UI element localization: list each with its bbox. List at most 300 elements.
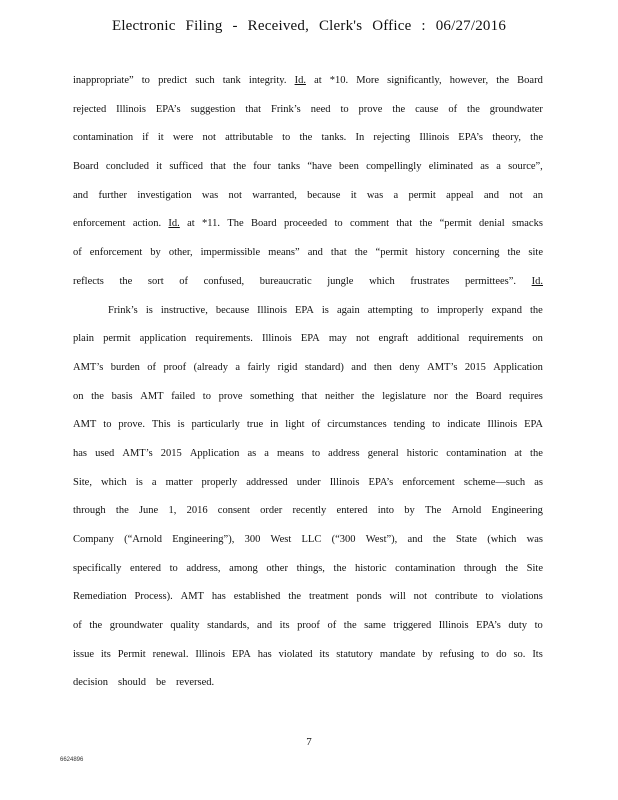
word: used <box>95 447 115 459</box>
word: violated <box>278 648 313 660</box>
word: true <box>246 419 264 431</box>
word: comment <box>349 218 390 230</box>
word: rigid <box>277 361 298 373</box>
word: history <box>415 247 445 259</box>
word: scheme—such <box>463 476 526 488</box>
word: In <box>355 132 365 144</box>
text-line <box>73 354 543 383</box>
word: recently <box>292 505 327 517</box>
word: failed <box>171 390 196 402</box>
word: been <box>339 161 359 173</box>
word: deny <box>399 361 420 373</box>
word: the <box>343 620 357 632</box>
word: to <box>420 304 429 316</box>
word: the <box>530 447 543 459</box>
word: groundwater <box>109 620 163 632</box>
word: Site, <box>73 476 92 488</box>
word: so. <box>513 648 526 660</box>
word: of <box>179 275 189 287</box>
word: it <box>350 189 357 201</box>
word: improperly <box>436 304 484 316</box>
word: the <box>288 591 302 603</box>
word: to <box>485 591 494 603</box>
word: tank <box>222 75 241 86</box>
word: “permit <box>439 218 472 230</box>
word: be <box>156 677 166 689</box>
word: AMT <box>180 591 204 603</box>
word: and <box>307 247 323 259</box>
word: EPA’s <box>155 103 181 115</box>
word: site <box>528 247 543 259</box>
word: to <box>282 132 291 144</box>
word: should <box>118 677 147 689</box>
word: not <box>202 132 216 144</box>
word: Application <box>189 447 240 459</box>
word: permit <box>103 333 131 345</box>
word: prove <box>218 390 243 402</box>
word: the <box>361 390 375 402</box>
word: 300 <box>244 534 261 545</box>
word: concluded <box>105 161 150 173</box>
word: *10. <box>329 75 349 86</box>
word: source”, <box>508 161 543 173</box>
word: a <box>264 447 269 459</box>
word: order <box>260 505 283 517</box>
word: Its <box>532 648 543 660</box>
text-line <box>73 268 543 297</box>
word: Illinois <box>438 620 469 632</box>
word: Illinois <box>257 304 287 316</box>
word: Engineering”), <box>172 534 235 545</box>
word: something <box>250 390 294 402</box>
word: instructive, <box>160 304 208 316</box>
word: State <box>455 534 477 545</box>
word: Illinois <box>487 419 518 431</box>
text-line <box>73 555 543 584</box>
word: in <box>270 419 279 431</box>
word: EPA’s <box>458 132 484 144</box>
word: as <box>480 161 489 173</box>
word: violations <box>501 591 543 603</box>
word: Company <box>73 534 114 545</box>
word: Process). <box>134 591 173 603</box>
word: the <box>467 103 480 115</box>
word: that <box>396 218 413 230</box>
word: EPA <box>524 419 543 431</box>
word: duty <box>508 620 528 632</box>
word: jungle <box>327 275 354 287</box>
word: was <box>201 189 219 201</box>
text-line <box>73 210 543 239</box>
word: of <box>311 419 321 431</box>
word: was <box>366 189 384 201</box>
word: Frink’s <box>271 103 301 115</box>
word: Board <box>251 218 277 230</box>
word: other <box>266 562 288 574</box>
word: entered <box>130 562 161 574</box>
word: same <box>364 620 386 632</box>
word: significantly, <box>387 75 442 86</box>
word: appeal <box>446 189 474 201</box>
word: to <box>340 103 349 115</box>
word: standards, <box>207 620 250 632</box>
word: Board <box>517 75 543 86</box>
word: expand <box>491 304 522 316</box>
word: things, <box>296 562 325 574</box>
word: through <box>463 562 497 574</box>
word: statutory <box>336 648 373 660</box>
word: the <box>299 132 313 144</box>
word: a <box>496 161 501 173</box>
word: LLC <box>301 534 322 545</box>
word: 2015 <box>464 361 486 373</box>
word: the <box>91 390 104 402</box>
word: that <box>210 161 226 173</box>
word: requires <box>509 390 543 402</box>
word: to <box>202 390 211 402</box>
word: the <box>530 304 543 316</box>
word: *11. <box>202 218 221 230</box>
word: Permit <box>117 648 146 660</box>
word: attributable <box>225 132 273 144</box>
word: has <box>73 447 87 459</box>
word: is <box>135 476 143 488</box>
word: smacks <box>512 218 543 230</box>
word: Id. <box>531 275 543 287</box>
word: of <box>73 247 82 259</box>
word: to <box>169 562 178 574</box>
word: has <box>257 648 272 660</box>
word: address <box>328 447 360 459</box>
word: Id. <box>294 75 306 86</box>
word: the <box>530 132 543 144</box>
word: fairly <box>247 361 271 373</box>
word: the <box>419 218 433 230</box>
text-line <box>73 96 543 125</box>
word: and <box>256 620 273 632</box>
word: the <box>333 562 347 574</box>
word: historic <box>355 562 387 574</box>
word: Arnold <box>451 505 482 517</box>
word: proceeded <box>284 218 328 230</box>
word: neither <box>324 390 355 402</box>
word: that <box>245 103 262 115</box>
text-line <box>73 383 543 412</box>
word: burden <box>110 361 140 373</box>
word: Board <box>73 161 99 173</box>
word: of <box>448 103 458 115</box>
word: of <box>327 620 337 632</box>
word: other, <box>168 247 193 259</box>
word: on <box>532 333 543 345</box>
word: if <box>142 132 149 144</box>
word: investigation <box>137 189 192 201</box>
word: enforcement <box>89 247 143 259</box>
word: as <box>534 476 543 488</box>
word: Frink’s <box>108 304 138 316</box>
word: under <box>296 476 321 488</box>
word: predict <box>158 75 188 86</box>
word: ponds <box>356 591 382 603</box>
word: was <box>526 534 543 545</box>
word: issue <box>73 648 94 660</box>
word: established <box>233 591 281 603</box>
word: reversed. <box>175 677 215 689</box>
word: cause <box>415 103 439 115</box>
word: Application <box>493 361 543 373</box>
word: EPA <box>294 304 314 316</box>
word: not <box>228 189 242 201</box>
word: bureaucratic <box>259 275 312 287</box>
text-line <box>73 583 543 612</box>
word: may <box>328 333 347 345</box>
text-line <box>73 411 543 440</box>
word: tending <box>393 419 426 431</box>
word: Illinois <box>329 476 360 488</box>
text-line <box>73 669 543 698</box>
word: properly <box>201 476 238 488</box>
word: tanks <box>277 161 301 173</box>
word: triggered <box>393 620 432 632</box>
word: that <box>330 247 347 259</box>
word: proof <box>297 620 320 632</box>
word: inappropriate” <box>73 75 134 86</box>
word: refusing <box>439 648 475 660</box>
word: engraft <box>378 333 409 345</box>
word: its <box>100 648 111 660</box>
word: Engineering <box>491 505 543 517</box>
word: four <box>253 161 271 173</box>
word: eliminated <box>428 161 474 173</box>
word: to <box>311 447 321 459</box>
word: address, <box>186 562 221 574</box>
word: treatment <box>308 591 349 603</box>
word: standard) <box>304 361 344 373</box>
word: the <box>89 620 103 632</box>
word: is <box>177 419 185 431</box>
word: groundwater <box>489 103 543 115</box>
word: at <box>514 447 522 459</box>
word: This <box>151 419 171 431</box>
word: and <box>407 534 423 545</box>
word: sufficed <box>169 161 203 173</box>
word: to <box>334 218 343 230</box>
word: permittees”. <box>465 275 517 287</box>
word: EPA’s <box>368 476 394 488</box>
word: into <box>377 505 395 517</box>
word: need <box>310 103 331 115</box>
word: proof <box>163 361 187 373</box>
word: means <box>277 447 304 459</box>
word: Illinois <box>116 103 146 115</box>
word: by <box>422 648 433 660</box>
word: further <box>98 189 128 201</box>
word: which <box>101 476 127 488</box>
word: legislature <box>382 390 426 402</box>
word: then <box>373 361 392 373</box>
word: indicate <box>447 419 481 431</box>
word: that <box>301 390 318 402</box>
word: suggestion <box>190 103 236 115</box>
word: tanks. <box>321 132 347 144</box>
text-line <box>73 153 543 182</box>
word: consent <box>217 505 250 517</box>
word: historic <box>406 447 439 459</box>
word: decision <box>73 677 108 689</box>
word: the <box>455 390 469 402</box>
text-line <box>73 497 543 526</box>
word: More <box>356 75 380 86</box>
word: addressed <box>246 476 288 488</box>
word: “have <box>307 161 332 173</box>
word: were <box>172 132 194 144</box>
word: The <box>227 218 244 230</box>
word: such <box>195 75 215 86</box>
text-line <box>73 67 543 96</box>
word: Illinois <box>261 333 292 345</box>
word: warranted, <box>252 189 297 201</box>
word: prove <box>358 103 383 115</box>
word: the <box>233 161 246 173</box>
word: of <box>147 361 157 373</box>
word: by <box>150 247 161 259</box>
word: the <box>496 75 510 86</box>
word: enforcement <box>402 476 455 488</box>
word: and <box>483 189 500 201</box>
word: an <box>533 189 543 201</box>
word: action. <box>132 218 162 230</box>
word: a <box>235 361 241 373</box>
word: Remediation <box>73 591 127 603</box>
word: not <box>509 189 523 201</box>
page-number: 7 <box>306 736 312 748</box>
word: is <box>145 304 153 316</box>
word: will <box>389 591 406 603</box>
word: nor <box>433 390 448 402</box>
word: “permit <box>375 247 408 259</box>
word: prove. <box>118 419 145 431</box>
word: EPA’s <box>476 620 501 632</box>
word: a <box>393 189 399 201</box>
filing-header: Electronic Filing - Received, Clerk's Office : 06/27/2016 <box>111 18 507 34</box>
text-line <box>73 641 543 670</box>
word: contamination <box>446 447 507 459</box>
word: again <box>336 304 360 316</box>
word: (already <box>193 361 228 373</box>
word: of <box>73 620 82 632</box>
word: on <box>73 390 84 402</box>
text-line <box>73 182 543 211</box>
word: general <box>367 447 399 459</box>
word: as <box>247 447 257 459</box>
word: basis <box>111 390 133 402</box>
word: because <box>307 189 341 201</box>
word: mandate <box>379 648 416 660</box>
word: is <box>321 304 329 316</box>
word: a <box>151 476 157 488</box>
word: 2015 <box>160 447 182 459</box>
text-line <box>73 297 543 326</box>
word: impermissible <box>200 247 261 259</box>
word: by <box>404 505 415 517</box>
word: because <box>215 304 250 316</box>
word: to <box>432 419 441 431</box>
word: concerning <box>452 247 500 259</box>
word: the <box>392 103 406 115</box>
text-line <box>73 440 543 469</box>
word: circumstances <box>327 419 387 431</box>
word: has <box>211 591 226 603</box>
word: renewal. <box>152 648 189 660</box>
word: application <box>139 333 187 345</box>
word: attempting <box>367 304 413 316</box>
text-line <box>73 526 543 555</box>
word: The <box>425 505 442 517</box>
word: AMT’s <box>73 361 104 373</box>
word: to <box>481 648 490 660</box>
word: EPA <box>232 648 251 660</box>
text-line <box>73 612 543 641</box>
word: 1, <box>168 505 177 517</box>
word: rejecting <box>373 132 411 144</box>
word: contribute <box>434 591 478 603</box>
word: the <box>119 275 133 287</box>
word: entered <box>336 505 368 517</box>
word: the <box>354 247 368 259</box>
word: enforcement <box>73 218 126 230</box>
word: at <box>314 75 322 86</box>
word: Board <box>475 390 502 402</box>
text-line <box>73 239 543 268</box>
word: AMT’s <box>122 447 153 459</box>
body-text <box>73 67 543 698</box>
word: Illinois <box>195 648 226 660</box>
word: reflects <box>73 275 104 287</box>
word: means” <box>268 247 300 259</box>
word: AMT’s <box>427 361 458 373</box>
word: matter <box>165 476 193 488</box>
word: contamination <box>395 562 456 574</box>
word: denial <box>479 218 505 230</box>
text-line <box>73 469 543 498</box>
word: EPA <box>300 333 320 345</box>
word: do <box>496 648 507 660</box>
word: through <box>73 505 106 517</box>
word: (which <box>487 534 517 545</box>
word: specifically <box>73 562 122 574</box>
word: June <box>138 505 159 517</box>
word: to <box>103 419 112 431</box>
word: frustrates <box>410 275 450 287</box>
word: AMT <box>140 390 164 402</box>
word: among <box>229 562 258 574</box>
word: 2016 <box>186 505 208 517</box>
word: to <box>534 620 543 632</box>
word: West <box>270 534 292 545</box>
word: plain <box>73 333 94 345</box>
word: and <box>73 189 89 201</box>
word: sort <box>147 275 164 287</box>
word: (“300 <box>331 534 356 545</box>
word: light <box>285 419 305 431</box>
word: permit <box>408 189 436 201</box>
word: not <box>356 333 370 345</box>
word: contamination <box>73 132 134 144</box>
document-id: 6624896 <box>60 757 84 763</box>
word: West”), <box>365 534 398 545</box>
word: rejected <box>73 103 107 115</box>
word: the <box>432 534 446 545</box>
